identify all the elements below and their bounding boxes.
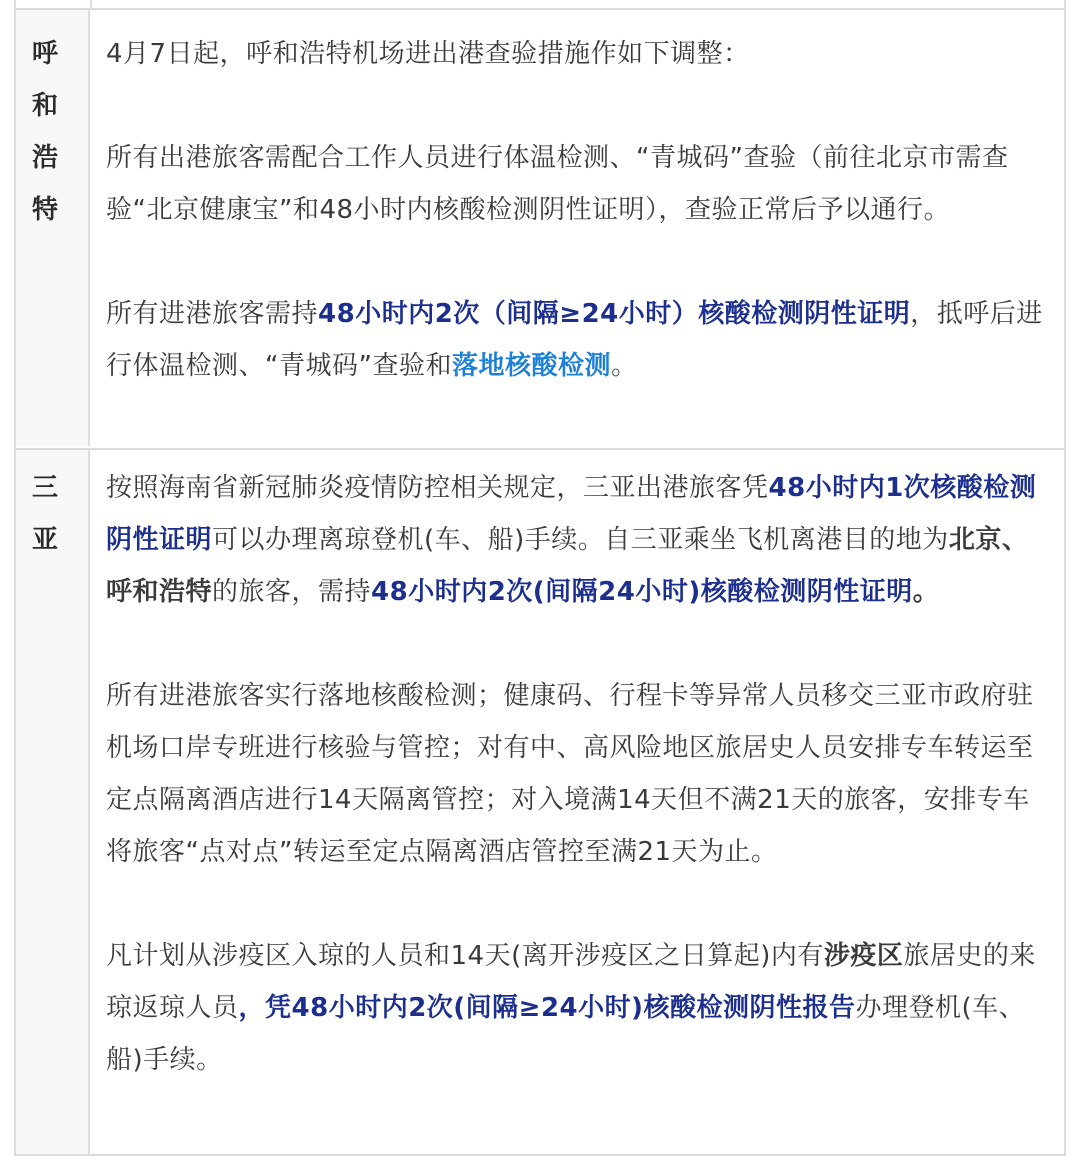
highlight-landing-test: 落地核酸检测 [451, 351, 611, 381]
highlight-test-requirement: 48小时内2次（间隔≥24小时）核酸检测阴性证明 [318, 299, 911, 329]
hohhot-arrival-rules [106, 288, 1048, 392]
text-segment: 可以办理离琼登机(车、船)手续。自三亚乘坐飞机离港目的地为 [212, 525, 949, 555]
sanya-epidemic-area-rules [106, 930, 1048, 1086]
table-row-sanya [16, 448, 1064, 1154]
city-label-hohhot: 呼和浩特 [31, 39, 58, 225]
sanya-departure-rules [106, 462, 1048, 618]
hohhot-departure-rules: 所有出港旅客需配合工作人员进行体温检测、“青城码”查验（前往北京市需查验“北京健康宝”和48小时内核酸检测阴性证明），查验正常后予以通行。 [106, 143, 1009, 225]
bold-epidemic-area: 涉疫区 [823, 941, 904, 971]
text-segment: 旅居史的来琼返琼人员 [106, 941, 1036, 1023]
row-label-cell [16, 450, 90, 1154]
table-column-divider [90, 0, 92, 8]
hohhot-intro: 4月7日起，呼和浩特机场进出港查验措施作如下调整： [106, 39, 750, 69]
text-segment: 凡计划从涉疫区入琼的人员和14天(离开涉疫区之日算起)内有 [106, 941, 824, 971]
airport-measures-table [14, 0, 1066, 1156]
table-row-hohhot [16, 10, 1064, 446]
row-content-cell [106, 28, 1048, 392]
bold-destinations: 北京、呼和浩特 [106, 525, 1029, 607]
highlight-single-test: 48小时内1次核酸检测阴性证明 [106, 473, 1037, 555]
text-segment: 办理登机(车、船)手续。 [106, 993, 1026, 1075]
highlight-test-report: ，凭48小时内2次(间隔≥24小时)核酸检测阴性报告 [238, 993, 856, 1023]
row-content-cell [106, 462, 1048, 1086]
text-segment: 。 [912, 577, 940, 607]
row-label-cell [16, 10, 90, 446]
text-segment: 的旅客，需持 [212, 577, 372, 607]
text-segment: 按照海南省新冠肺炎疫情防控相关规定，三亚出港旅客凭 [106, 473, 769, 503]
text-segment: 。 [610, 351, 638, 381]
highlight-double-test: 48小时内2次(间隔24小时)核酸检测阴性证明 [371, 577, 913, 607]
text-segment: 所有进港旅客需持 [106, 299, 319, 329]
text-segment: ，抵呼后进行体温检测、“青城码”查验和 [106, 299, 1043, 381]
sanya-arrival-rules: 所有进港旅客实行落地核酸检测；健康码、行程卡等异常人员移交三亚市政府驻机场口岸专班进行核验与管控；对有中、高风险地区旅居史人员安排专车转运至定点隔离酒店进行14天隔离管控；对入境满14天但不满21天的旅客，安排专车将旅客“点对点”转运至定点隔离酒店管控至满21天为止。 [106, 681, 1034, 867]
city-label-sanya: 三亚 [31, 473, 58, 555]
